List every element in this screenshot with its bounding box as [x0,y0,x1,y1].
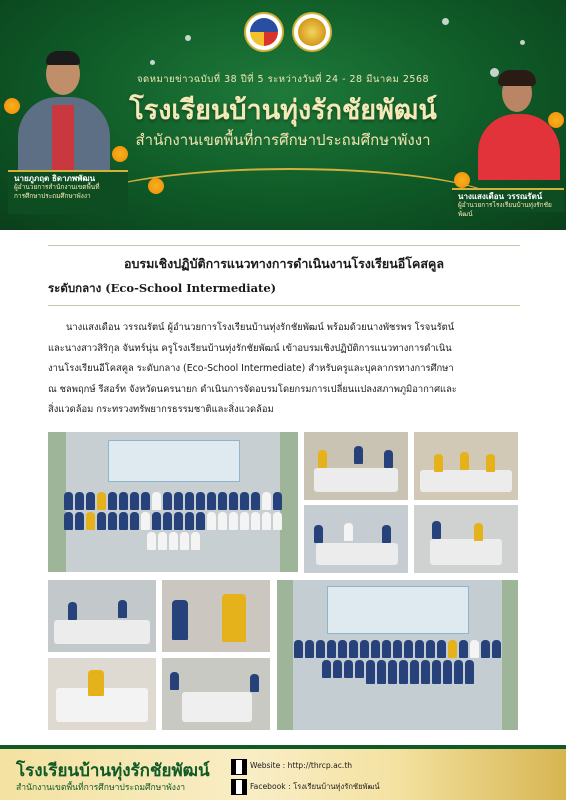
body-line-2: และนางสาวสิริกุล จันทร์นุ่น ครูโรงเรียนบ้านทุ่งรักชัยพัฒน์ เข้าอบรมเชิงปฏิบัติการแนวทางการดำเนิน [48,342,452,354]
footer-area-office: สำนักงานเขตพื้นที่การศึกษาประถมศึกษาพังงา [16,783,186,793]
left-person-namebox [8,170,128,214]
photo-workshop-6 [162,580,270,652]
right-person-role: ผู้อำนวยการโรงเรียนบ้านทุ่งรักชัยพัฒน์ [458,201,552,218]
left-logo-icon [244,12,284,52]
body-line-3: งานโรงเรียนอีโคสคูล ระดับกลาง (Eco-School Intermediate) สำหรับครูและบุคลากรทางการศึกษา [48,363,454,374]
flower-icon [148,178,164,194]
photo-workshop-1 [304,432,408,500]
body-line-4: ณ ชลพฤกษ์ รีสอร์ท จังหวัดนครนายก ดำเนินการจัดอบรมโดยกรมการเปลี่ยนแปลงสภาพภูมิอากาศและ [48,383,457,395]
photo-group-2 [277,580,518,730]
left-person-role-2: การศึกษาประถมศึกษาพังงา [14,192,91,200]
headline-line-2: ระดับกลาง (Eco-School Intermediate) [48,281,277,295]
photo-group-1 [48,432,298,572]
flower-icon [112,146,128,162]
right-person-namebox [452,188,564,218]
decor-dot [150,60,155,65]
qr-code-icon [231,779,247,795]
flower-icon [454,172,470,188]
body-line-1: นางแสงเดือน วรรณรัตน์ ผู้อำนวยการโรงเรียนบ้านทุ่งรักชัยพัฒน์ พร้อมด้วยนางพัชรพร โรจนรัตน์ [66,322,455,333]
left-person-name: นายภูภฤต ธิดาภพพัฒน [14,174,96,183]
left-person-role-1: ผู้อำนวยการสำนักงานเขตพื้นที่ [14,183,100,191]
area-office-title: สำนักงานเขตพื้นที่การศึกษาประถมศึกษาพังงา [135,131,431,149]
gold-swoosh [70,168,510,230]
newsletter-header [0,0,566,230]
right-person-name: นางแสงเดือน วรรณรัตน์ [458,192,543,201]
photo-workshop-4 [414,505,518,573]
photo-workshop-5 [48,580,156,652]
divider-bottom [48,305,520,306]
photo-workshop-2 [414,432,518,500]
headline-line-1: อบรมเชิงปฏิบัติการแนวทางการดำเนินงานโรงเรียนอีโคสคูล [123,256,444,271]
divider-top [48,245,520,246]
issue-line: จดหมายข่าวฉบับที่ 38 ปีที่ 5 ระหว่างวันที่ 24 - 28 มีนาคม 2568 [136,74,430,85]
newsletter-footer [0,745,566,800]
facebook-link[interactable]: Facebook : โรงเรียนบ้านทุ่งรักชัยพัฒน์ [250,782,380,791]
footer-stripe [0,745,566,749]
website-link[interactable]: Website : http://thrcp.ac.th [250,761,353,770]
photo-workshop-8 [162,658,270,730]
decor-dot [520,40,525,45]
event-banner [108,440,240,482]
school-title: โรงเรียนบ้านทุ่งรักชัยพัฒน์ [129,95,437,126]
article-body [48,318,520,421]
decor-dot [442,18,449,25]
body-line-5: สิ่งแวดล้อม กระทรวงทรัพยากรธรรมชาติและสิ่งแวดล้อม [48,404,274,415]
flower-icon [4,98,20,114]
right-logo-icon [292,12,332,52]
flower-icon [548,112,564,128]
photo-workshop-7 [48,658,156,730]
event-banner [327,586,469,634]
photo-workshop-3 [304,505,408,573]
footer-school-name: โรงเรียนบ้านทุ่งรักชัยพัฒน์ [16,761,210,781]
qr-code-icon [231,759,247,775]
left-person-photo [10,45,115,170]
decor-dot [185,35,191,41]
